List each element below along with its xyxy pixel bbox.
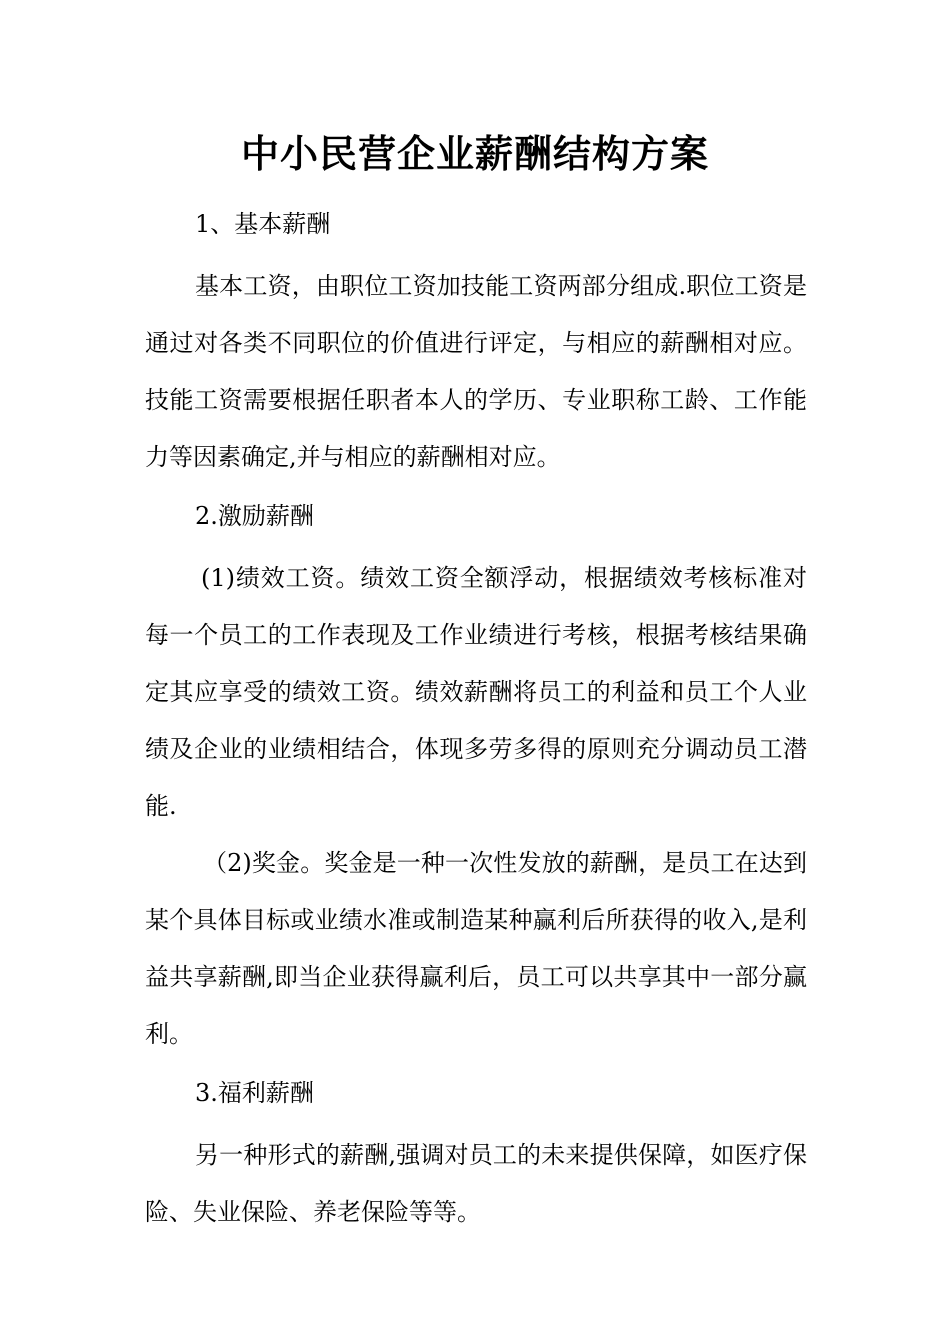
section-heading-welfare-pay: 3.福利薪酬 <box>195 1079 314 1107</box>
section-heading-basic-pay: 1、基本薪酬 <box>195 210 331 238</box>
paragraph-bonus: （2)奖金。奖金是一种一次性发放的薪酬，是员工在达到某个具体目标或业绩水准或制造某种赢利后所获得的收入,是利益共享薪酬,即当企业获得赢利后，员工可以共享其中一部分赢利。 <box>145 849 807 1048</box>
section-heading-incentive-pay: 2.激励薪酬 <box>195 502 314 530</box>
paragraph-basic-pay: 基本工资，由职位工资加技能工资两部分组成.职位工资是通过对各类不同职位的价值进行评定，与相应的薪酬相对应。技能工资需要根据任职者本人的学历、专业职称工龄、工作能力等因素确定,并与相应的薪酬相对应。 <box>145 272 807 471</box>
document-body <box>145 200 807 1241</box>
paragraph-welfare-pay: 另一种形式的薪酬,强调对员工的未来提供保障，如医疗保险、失业保险、养老保险等等。 <box>145 1141 807 1226</box>
page-title: 中小民营企业薪酬结构方案 <box>240 131 709 176</box>
paragraph-performance-pay: (1)绩效工资。绩效工资全额浮动，根据绩效考核标准对每一个员工的工作表现及工作业绩进行考核，根据考核结果确定其应享受的绩效工资。绩效薪酬将员工的利益和员工个人业绩及企业的业绩相结合，体现多劳多得的原则充分调动员工潜能. <box>145 564 807 820</box>
